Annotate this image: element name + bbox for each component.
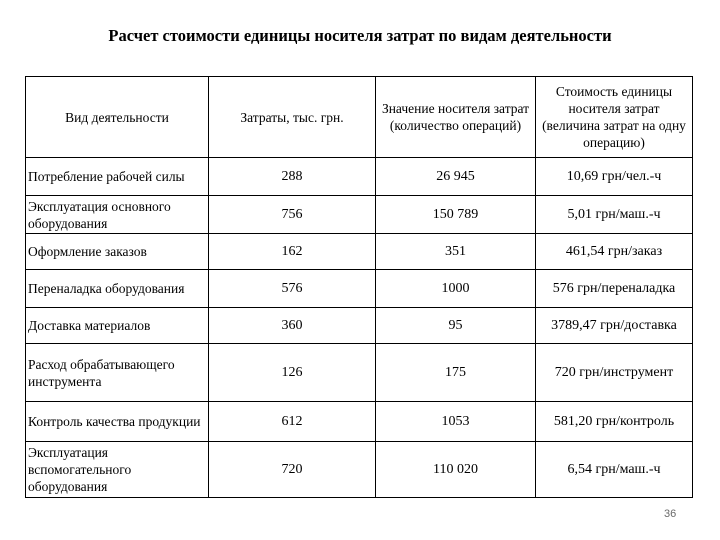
cell-driver: 1053 (376, 402, 536, 442)
table-row (26, 344, 693, 402)
page-number: 36 (664, 508, 677, 520)
table-row (26, 402, 693, 442)
header-activity: Вид деятельности (26, 77, 209, 158)
table-row (26, 158, 693, 196)
cell-driver: 150 789 (376, 196, 536, 234)
cell-activity: Расход обрабатывающего инструмента (26, 344, 209, 402)
cell-activity: Оформление заказов (26, 234, 209, 270)
cell-unit-cost: 10,69 грн/чел.-ч (536, 158, 693, 196)
cell-costs: 162 (209, 234, 376, 270)
table-header-row (26, 77, 693, 158)
header-unit-cost: Стоимость единицы носителя затрат (величина затрат на одну операцию) (536, 77, 693, 158)
cell-costs: 720 (209, 442, 376, 498)
cell-driver: 1000 (376, 270, 536, 308)
cell-activity: Контроль качества продукции (26, 402, 209, 442)
cell-unit-cost: 576 грн/переналадка (536, 270, 693, 308)
table-row (26, 308, 693, 344)
header-driver: Значение носителя затрат (количество операций) (376, 77, 536, 158)
cell-costs: 756 (209, 196, 376, 234)
header-costs: Затраты, тыс. грн. (209, 77, 376, 158)
cell-unit-cost: 720 грн/инструмент (536, 344, 693, 402)
cell-driver: 110 020 (376, 442, 536, 498)
page-title: Расчет стоимости единицы носителя затрат по видам деятельности (108, 26, 612, 45)
table-row (26, 442, 693, 498)
cell-activity: Эксплуатация основного оборудования (26, 196, 209, 234)
cell-activity: Эксплуатация вспомогательного оборудования (26, 442, 209, 498)
cell-activity: Потребление рабочей силы (26, 158, 209, 196)
cost-table (25, 76, 693, 498)
table-row (26, 234, 693, 270)
cell-driver: 95 (376, 308, 536, 344)
cell-costs: 126 (209, 344, 376, 402)
table-row (26, 270, 693, 308)
cell-activity: Переналадка оборудования (26, 270, 209, 308)
cell-unit-cost: 461,54 грн/заказ (536, 234, 693, 270)
cell-driver: 175 (376, 344, 536, 402)
cell-costs: 288 (209, 158, 376, 196)
cell-costs: 360 (209, 308, 376, 344)
cell-activity: Доставка материалов (26, 308, 209, 344)
cell-costs: 612 (209, 402, 376, 442)
cell-unit-cost: 5,01 грн/маш.-ч (536, 196, 693, 234)
cell-driver: 351 (376, 234, 536, 270)
cell-unit-cost: 3789,47 грн/доставка (536, 308, 693, 344)
cell-costs: 576 (209, 270, 376, 308)
cell-driver: 26 945 (376, 158, 536, 196)
cell-unit-cost: 6,54 грн/маш.-ч (536, 442, 693, 498)
cell-unit-cost: 581,20 грн/контроль (536, 402, 693, 442)
table-row (26, 196, 693, 234)
